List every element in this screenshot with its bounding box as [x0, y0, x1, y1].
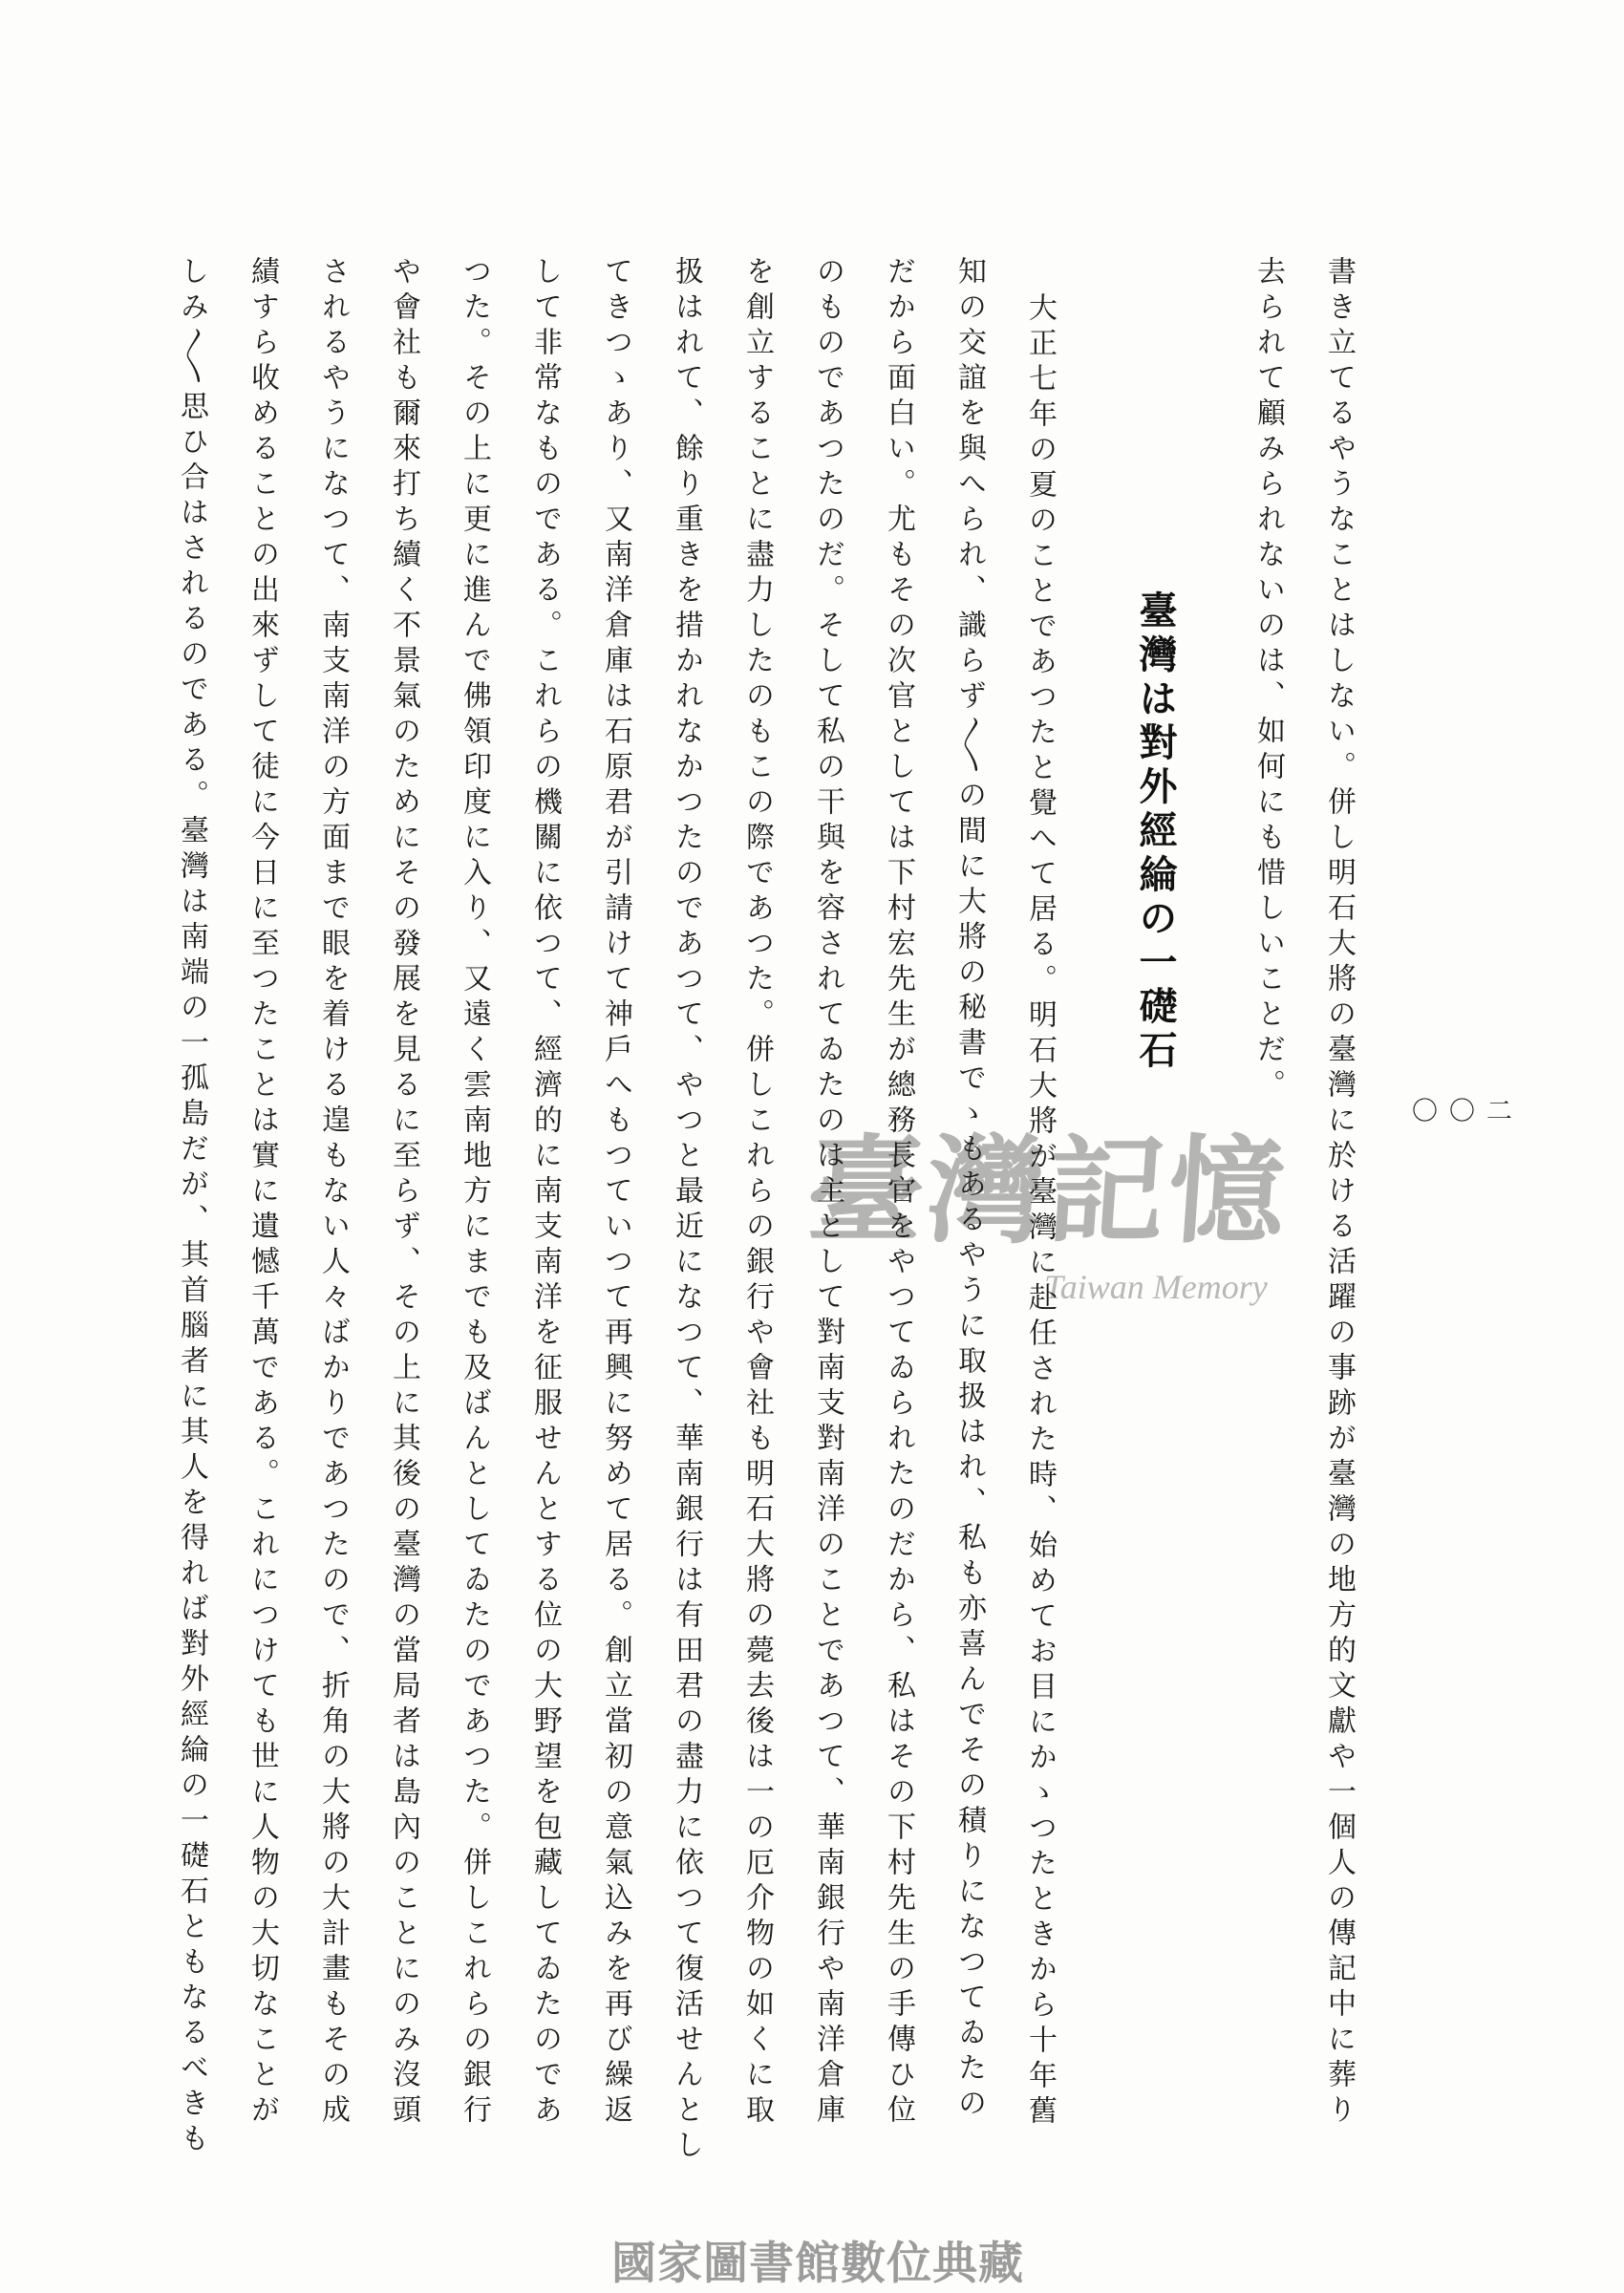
- text-column: 知の交誼を與へられ、識らず〳〵の間に大將の秘書でゝもあるやうに取扱はれ、私も亦喜んでその積りになつてゐたの: [953, 256, 985, 2123]
- section-title: 臺灣は對外經綸の一礎石: [1134, 590, 1177, 1074]
- text-column: しみ〳〵思ひ合はされるのである。臺灣は南端の一孤島だが、其首腦者に其人を得れば對外經綸の一礎石ともなるべきも: [176, 256, 207, 2158]
- text-column: のものであつたのだ。そして私の干與を容されてゐたのは主として對南支對南洋のことであつて、華南銀行や南洋倉庫: [812, 256, 844, 2130]
- text-column: して非常なものである。これらの機關に依つて、經濟的に南支南洋を征服せんとする位の大野望を包藏してゐたのであ: [529, 256, 561, 2130]
- text-column: や會社も爾來打ち續く不景氣のためにその發展を見るに至らず、その上に其後の臺灣の當局者は島內のことにのみ沒頭: [388, 256, 419, 2130]
- text-column: 去られて顧みられないのは、如何にも惜しいことだ。: [1252, 256, 1284, 1104]
- text-column: てきつゝあり、又南洋倉庫は石原君が引請けて神戶へもつていつて再興に努めて居る。創立當初の意氣込みを再び繰返: [600, 256, 631, 2130]
- watermark-latin-text: Taiwan Memory: [1044, 1268, 1268, 1306]
- text-column: 大正七年の夏のことであつたと覺へて居る。明石大將が臺灣に赴任された時、始めてお目にかゝつたときから十年舊: [1024, 292, 1056, 2131]
- text-column: だから面白い。尤もその次官としては下村宏先生が總務長官をやつてゐられたのだから、私はその下村先生の手傳ひ位: [883, 256, 914, 2130]
- watermark-cjk-text: 臺灣記憶: [802, 1128, 1293, 1257]
- text-column: を創立することに盡力したのもこの際であつた。併しこれらの銀行や會社も明石大將の薨去後は一の厄介物の如くに取: [741, 256, 773, 2130]
- text-column: つた。その上に更に進んで佛領印度に入り、又遠く雲南地方にまでも及ばんとしてゐたのであつた。併しこれらの銀行: [459, 256, 490, 2130]
- text-column: 扱はれて、餘り重きを措かれなかつたのであつて、やつと最近になつて、華南銀行は有田君の盡力に依つて復活せんとし: [671, 256, 702, 2165]
- text-column: 書き立てるやうなことはしない。併し明石大將の臺灣に於ける活躍の事跡が臺灣の地方的文獻や一個人の傳記中に葬り: [1323, 256, 1355, 2130]
- text-column: 績すら收めることの出來ずして徒に今日に至つたことは實に遺憾千萬である。これにつけても世に人物の大切なことが: [246, 256, 278, 2130]
- page-number: 二〇〇: [1408, 1097, 1511, 1131]
- library-digital-archive-stamp: 國家圖書館數位典藏: [611, 2238, 1024, 2288]
- text-column: されるやうになつて、南支南洋の方面まで眼を着ける遑もない人々ばかりであつたので、折角の大將の大計畫もその成: [317, 256, 349, 2130]
